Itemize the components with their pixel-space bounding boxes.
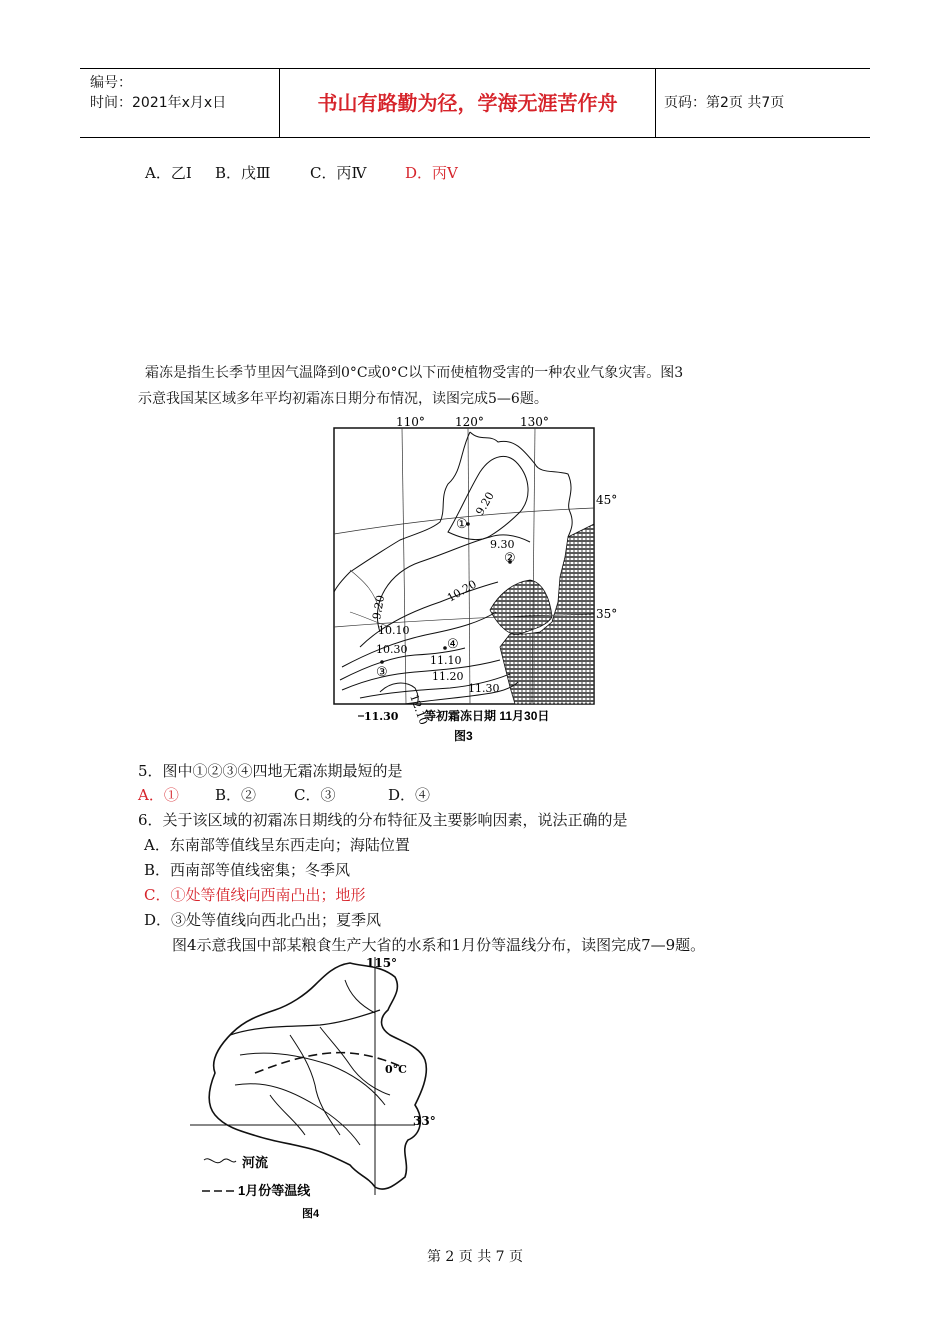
legend-text: 等初霜冻日期 11月30日 [424, 709, 550, 723]
q6-option-a: A．东南部等值线呈东西走向；海陆位置 [144, 836, 410, 854]
figure-3-frost-map [320, 412, 618, 747]
lon-label-130: 130° [520, 415, 549, 429]
q5-option-d: D．④ [388, 786, 431, 804]
point-2-label: ② [504, 551, 516, 566]
header-motto: 书山有路勤为径，学海无涯苦作舟 [280, 69, 656, 137]
isoline-label-11-20: 11.20 [432, 670, 464, 683]
legend-isotherm-text: 1月份等温线 [238, 1183, 311, 1198]
border-north [334, 432, 470, 592]
isoline-label-11-30: 11.30 [468, 682, 500, 695]
meridian-120 [468, 428, 470, 704]
legend-symbol: 11.30 [364, 710, 399, 723]
q6-option-c: C．①处等值线向西南凸出；地形 [144, 886, 366, 904]
point-1-label: ① [456, 517, 468, 532]
q4-option-d: D．丙Ⅴ [405, 164, 458, 182]
isoline-label-9-20-a: 9.20 [473, 489, 497, 518]
isoline-label-11-10: 11.10 [430, 654, 462, 667]
figure-4-caption: 图4 [302, 1208, 320, 1220]
river-4 [320, 1027, 390, 1095]
point-3-label: ③ [376, 665, 388, 680]
intro-5-6-line1: 霜冻是指生长季节里因气温降到0°C或0°C以下而使植物受害的一种农业气象灾害。图3 [145, 365, 684, 381]
river-3 [290, 1035, 340, 1135]
header-page-number: 页码：第2页 共7页 [664, 95, 785, 111]
lon-label-115: 115° [366, 956, 398, 970]
isoline-label-9-30: 9.30 [490, 538, 515, 551]
meridian-110 [402, 428, 406, 704]
river-6 [345, 980, 375, 1013]
figure-3-caption: 图3 [454, 729, 473, 743]
lon-label-110: 110° [396, 415, 425, 429]
document-number-label: 编号： [90, 75, 132, 91]
q6-option-b: B．西南部等值线密集；冬季风 [144, 861, 351, 879]
point-3-dot [380, 660, 384, 664]
isotherm-0c [255, 1053, 402, 1073]
q6-stem: 6．关于该区域的初霜冻日期线的分布特征及主要影响因素，说法正确的是 [138, 811, 628, 829]
isoline-label-10-20: 10.20 [445, 577, 479, 605]
q6-option-d: D．③处等值线向西北凸出；夏季风 [144, 911, 382, 929]
isotherm-label: 0°C [385, 1063, 407, 1076]
intro-5-6-line2: 示意我国某区域多年平均初霜冻日期分布情况，读图完成5—6题。 [138, 391, 548, 407]
q5-stem: 5．图中①②③④四地无霜冻期最短的是 [138, 762, 403, 780]
page-footer: 第 2 页 共 7 页 [426, 1249, 524, 1265]
q5-option-c: C．③ [294, 786, 336, 804]
q4-option-a: A．乙Ⅰ [145, 164, 192, 182]
lat-label-45: 45° [596, 493, 618, 507]
isoline-label-10-10: 10.10 [378, 624, 410, 637]
q4-option-b: B．戊Ⅲ [215, 164, 271, 182]
river-yellow [230, 1010, 380, 1035]
q5-option-b: B．② [215, 786, 257, 804]
figure-4-province-map [180, 955, 455, 1225]
lat-label-35: 35° [596, 607, 618, 621]
bohai-sea [490, 580, 552, 634]
page-header [80, 68, 870, 138]
header-meta [80, 69, 280, 137]
q5-option-a: A．① [138, 786, 179, 804]
lon-label-120: 120° [455, 415, 484, 429]
river-5 [270, 1095, 305, 1135]
isoline-label-10-30: 10.30 [376, 643, 408, 656]
intro-7-9: 图4示意我国中部某粮食生产大省的水系和1月份等温线分布，读图完成7—9题。 [172, 936, 706, 954]
legend-river-symbol [204, 1159, 236, 1163]
border-northeast [470, 432, 572, 537]
document-time-label: 时间：2021年x月x日 [90, 95, 227, 111]
legend-river-text: 河流 [242, 1155, 269, 1170]
point-4-label: ④ [447, 637, 459, 652]
river-1 [240, 1053, 385, 1105]
isoline-10-10 [342, 612, 496, 667]
lat-label-33: 33° [413, 1114, 436, 1128]
q4-option-c: C．丙Ⅳ [310, 164, 367, 182]
isoline-label-9-20-b: 9.20 [370, 594, 388, 621]
isoline-label-12-10: 12.10 [407, 692, 431, 727]
